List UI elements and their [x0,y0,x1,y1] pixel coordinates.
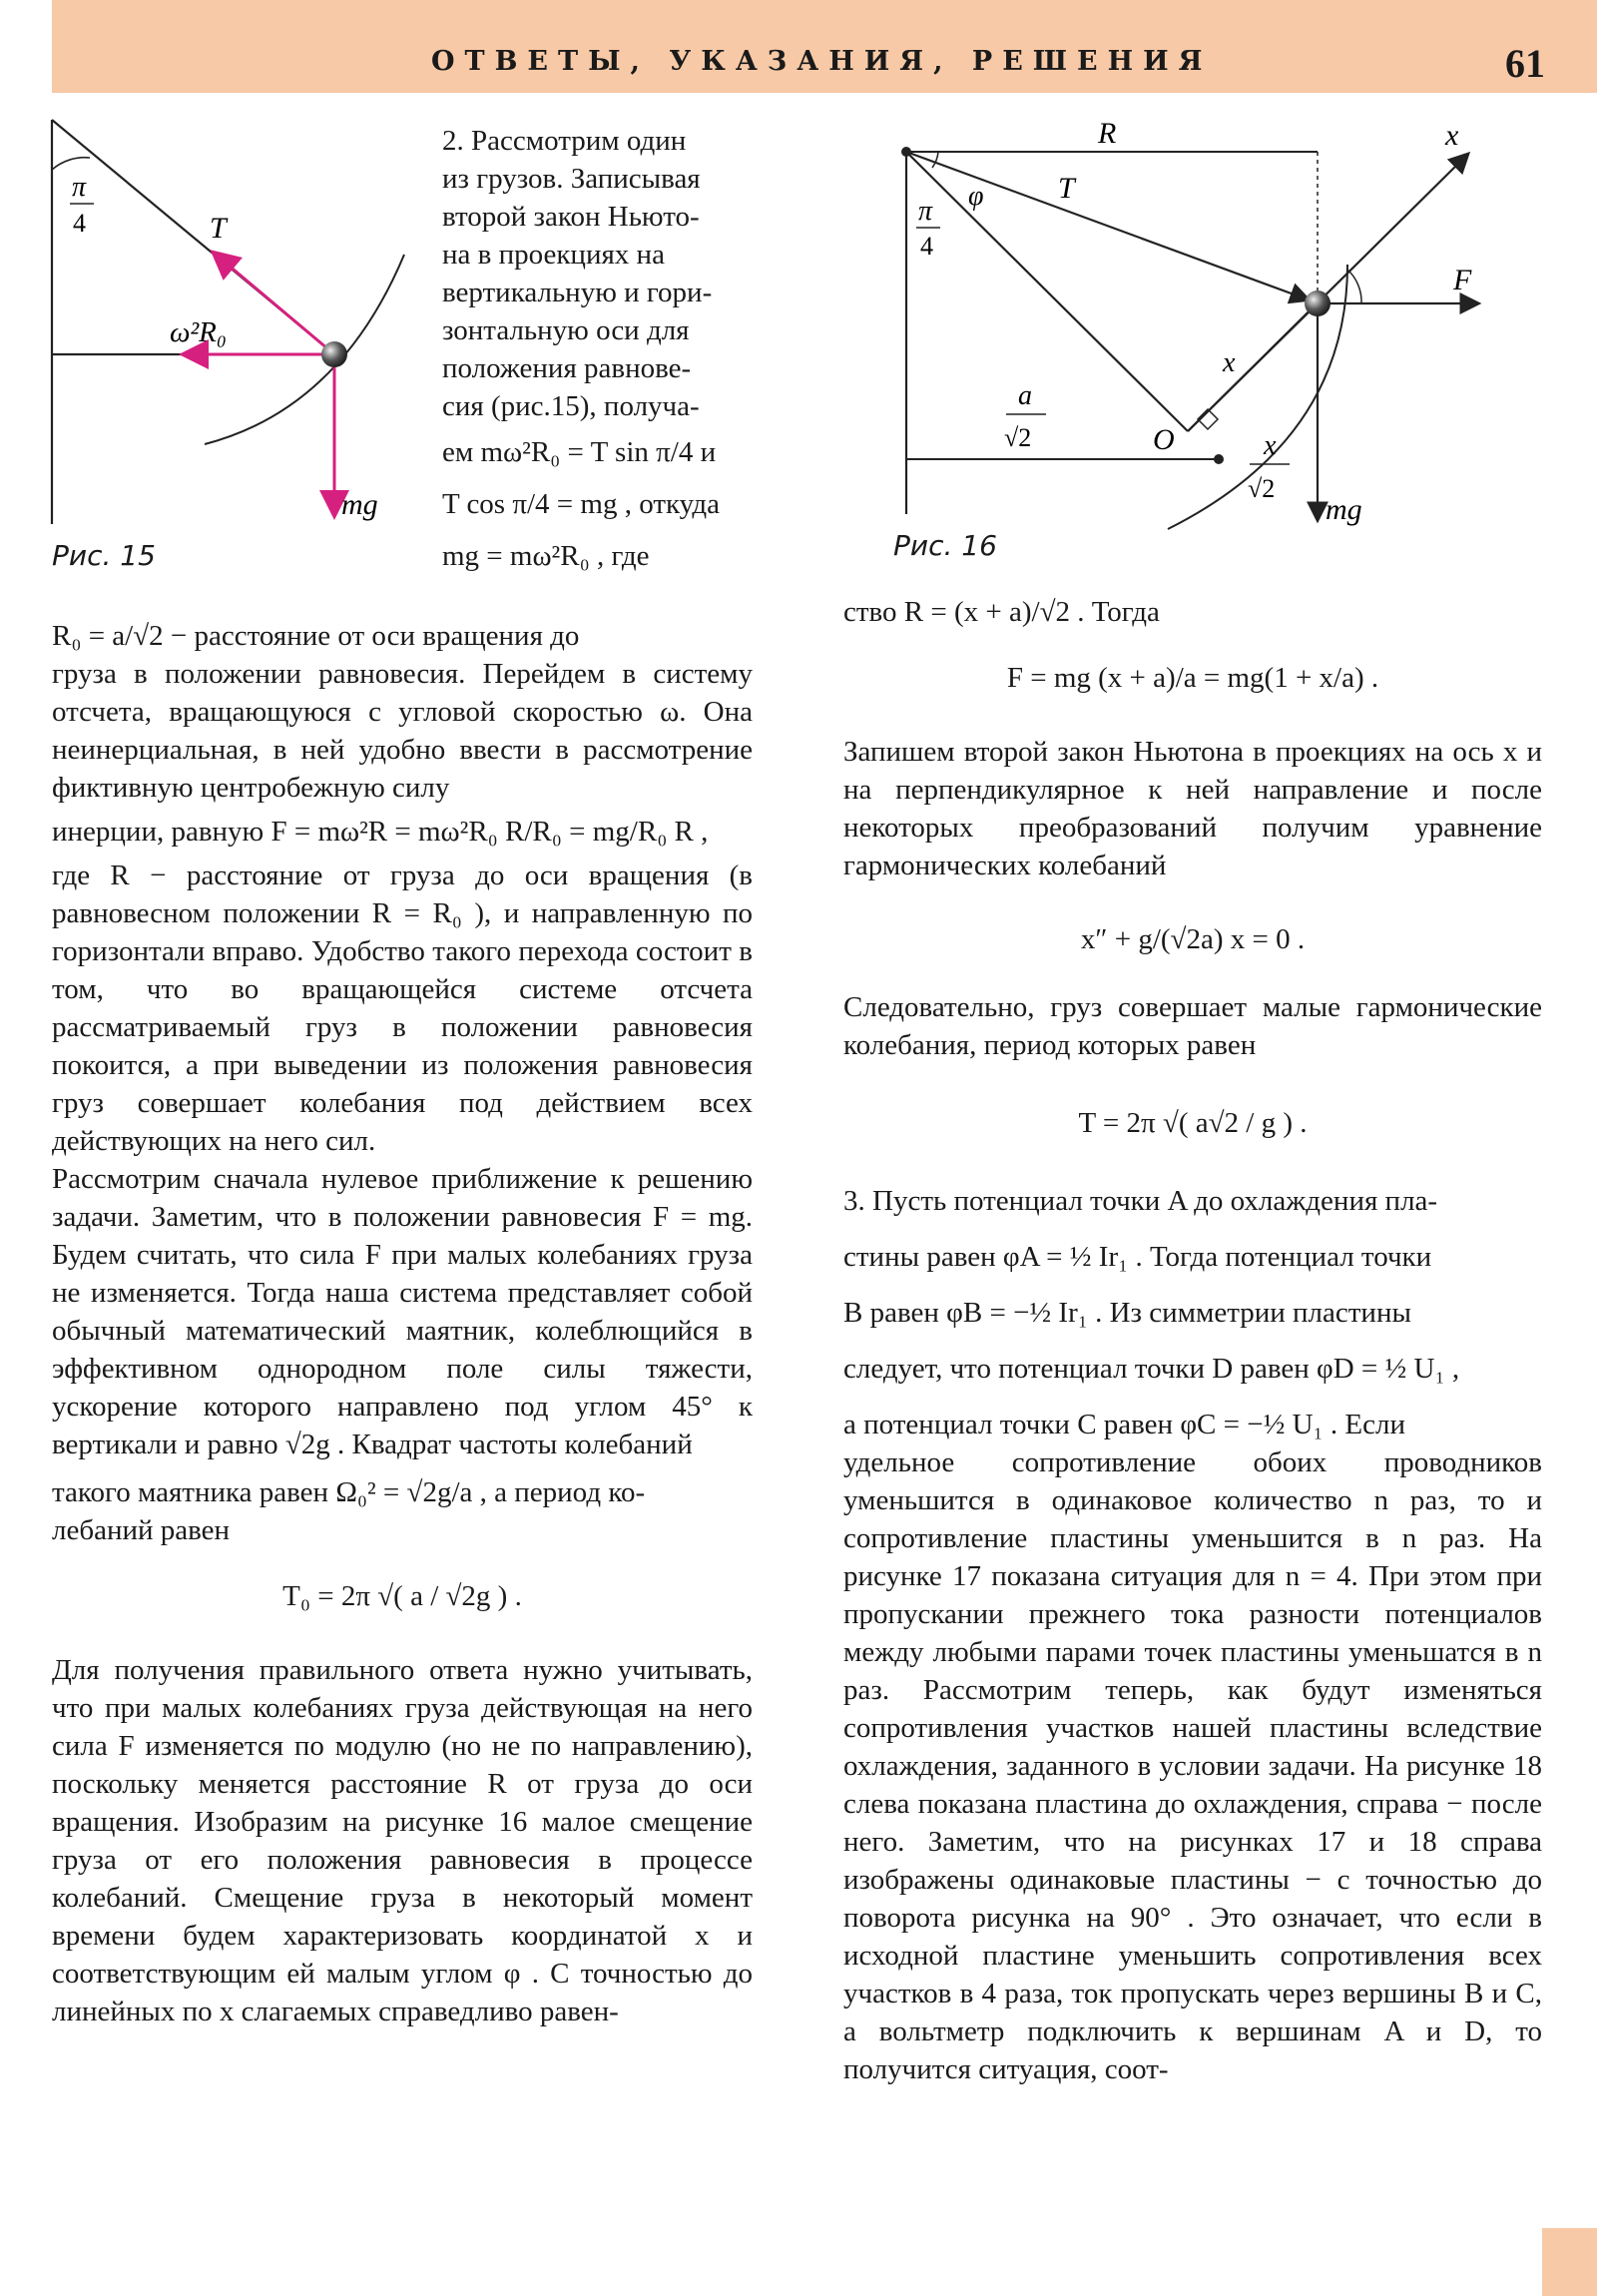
equation-line: такого маятника равен Ω₀² = √2g/a , а период ко- [52,1476,646,1508]
label-four: 4 [73,209,86,238]
intro-line: 2. Рассмотрим один [442,125,687,157]
paragraph-line: лебаний равен [52,1514,231,1546]
figure-15 [40,110,419,579]
formula-period: T = 2π √( a√2 / g ) . [1078,1107,1308,1139]
paragraph: Запишем второй закон Ньютона в проекциях на ось x и на перпендикулярное к ней направление и после некоторых преобразований получим уравнение гармонических колебаний [843,736,1542,881]
label-four: 4 [920,232,933,261]
problem3-line: следует, что потенциал точки D равен φD = ½ U₁ , [843,1353,1460,1385]
intro-line: второй закон Ньюто- [442,201,700,233]
label-T: T [210,212,227,245]
label-x-axis: x [1445,119,1459,152]
label-mg: mg [1326,493,1362,526]
problem3-line: а потенциал точки C равен φC = −½ U₁ . Если [843,1409,1405,1440]
equation-line: инерции, равную F = mω²R = mω²R₀ R/R₀ = mg/R₀ R , [52,816,709,848]
diagonal-line [906,152,1188,431]
paragraph: удельное сопротивление обоих проводников уменьшится в одинаковое количество n раз, то и сопротивление пластины уменьшится в n раз. На рисунке 17 показана ситуация для n = 4. При этом при пропускании прежнего тока разности потенциалов между любыми парами точек пластины уменьшатся в n раз. Рассмотрим теперь, как будут изменяться сопротивления участков нашей пластины вследствие охлаждения, заданного в условии задачи. На рисунке 18 слева показана пластина до охлаждения, справа − после него. Заметим, что на рисунках 17 и 18 справа изображены одинаковые пластины − с точностью до поворота рисунка на 90° . Это означает, что если в исходной пластине уменьшить сопротивления всех участков в 4 раза, ток пропускать через вершины B и C, а вольтметр подключить к вершинам A и D, то получится ситуация, соот- [843,1446,1542,2085]
page-header [52,0,1597,93]
angle-arc [52,158,90,170]
weight-ball [321,341,347,367]
paragraph: Следовательно, груз совершает малые гармонические колебания, период которых равен [843,991,1542,1061]
weight-ball [1305,290,1331,316]
label-sqrt2b: √2 [1248,474,1276,503]
equation-line: ство R = (x + a)/√2 . Тогда [843,596,1160,628]
right-column-text [843,593,1542,2088]
x-axis [1188,155,1467,431]
label-phi: φ [968,181,984,212]
formula-F: F = mg (x + a)/a = mg(1 + x/a) . [1006,662,1379,694]
trajectory-arc [205,255,404,444]
equation-line: T cos π/4 = mg , откуда [442,488,720,520]
label-pi: π [918,196,933,227]
caption-fig16: Рис. 16 [893,529,997,562]
paragraph: где R − расстояние от груза до оси вращения (в равновесном положении R = R₀ ), и направленную по горизонтали вправо. Удобство такого перехода состоит в том, что во вращающейся системе отсчета рассматриваемый груз в положении равновесия покоится, а при выведении из положения равновесия груз совершает колебания под действием всех действующих на него сил. [52,860,753,1157]
label-F: F [1453,264,1472,296]
label-sqrt2: √2 [1004,423,1032,452]
label-omega-r0: ω²R₀ [170,316,227,348]
label-T: T [1058,172,1075,205]
paragraph-line: R₀ = a/√2 − расстояние от оси вращения до [52,620,580,652]
label-O: O [1153,423,1175,456]
problem3-line: стины равен φA = ½ Ir₁ . Тогда потенциал точки [843,1241,1432,1273]
header-title: ОТВЕТЫ, УКАЗАНИЯ, РЕШЕНИЯ [431,46,1213,77]
intro-line: сия (рис.15), получа- [442,390,700,422]
label-pi: π [72,172,87,203]
caption-fig15: Рис. 15 [52,539,156,572]
page-number: 61 [1505,41,1545,86]
equation-line: ем mω²R₀ = T sin π/4 и [442,436,717,468]
intro-line: зонтальную оси для [442,314,690,346]
side-tab [1542,2228,1597,2296]
paragraph: груза в положении равновесия. Перейдем в систему отсчета, вращающуюся с угловой скоростью ω. Она неинерциальная, в ней удобно ввести в рассмотрение фиктивную центробежную силу [52,658,753,804]
intro-line: из грузов. Записывая [442,163,701,195]
intro-line: положения равнове- [442,352,692,384]
formula-oscillation: x″ + g/(√2a) x = 0 . [1080,923,1306,955]
figure-16 [878,110,1497,539]
paragraph: Для получения правильного ответа нужно учитывать, что при малых колебаниях груза действующая на него сила F изменяется по модулю (но не по направлению), поскольку меняется расстояние R от груза до оси вращения. Изобразим на рисунке 16 малое смещение груза от его положения равновесия в процессе колебаний. Смещение груза в некоторый момент времени будем характеризовать координатой x и соответствующим ей малым углом φ . С точностью до линейных по x слагаемых справедливо равен- [52,1654,753,2027]
tension-vector [215,254,334,354]
label-x: x [1223,347,1236,378]
tension-line [906,152,1308,299]
label-x2: x [1264,430,1277,461]
label-mg: mg [341,488,378,521]
intro-line: на в проекциях на [442,239,665,271]
problem3-line: 3. Пусть потенциал точки A до охлаждения пла- [843,1185,1438,1217]
intro-line: вертикальную и гори- [442,277,713,308]
problem3-line: B равен φB = −½ Ir₁ . Из симметрии пластины [843,1297,1411,1329]
equation-line: mg = mω²R₀ , где [442,540,650,572]
label-a: a [1018,380,1032,411]
label-R: R [1098,117,1117,150]
intro-block [442,122,752,575]
paragraph: Рассмотрим сначала нулевое приближение к решению задачи. Заметим, что в положении равновесия F = mg. Будем считать, что сила F при малых колебаниях груза не изменяется. Тогда наша система представляет собой обычный математический маятник, колеблющийся в эффективном однородном поле силы тяжести, ускорение которого направлено под углом 45° к вертикали и равно √2g . Квадрат частоты колебаний [52,1163,753,1460]
formula-T0: T₀ = 2π √( a / √2g ) . [282,1580,522,1612]
left-column-text [52,617,753,2030]
